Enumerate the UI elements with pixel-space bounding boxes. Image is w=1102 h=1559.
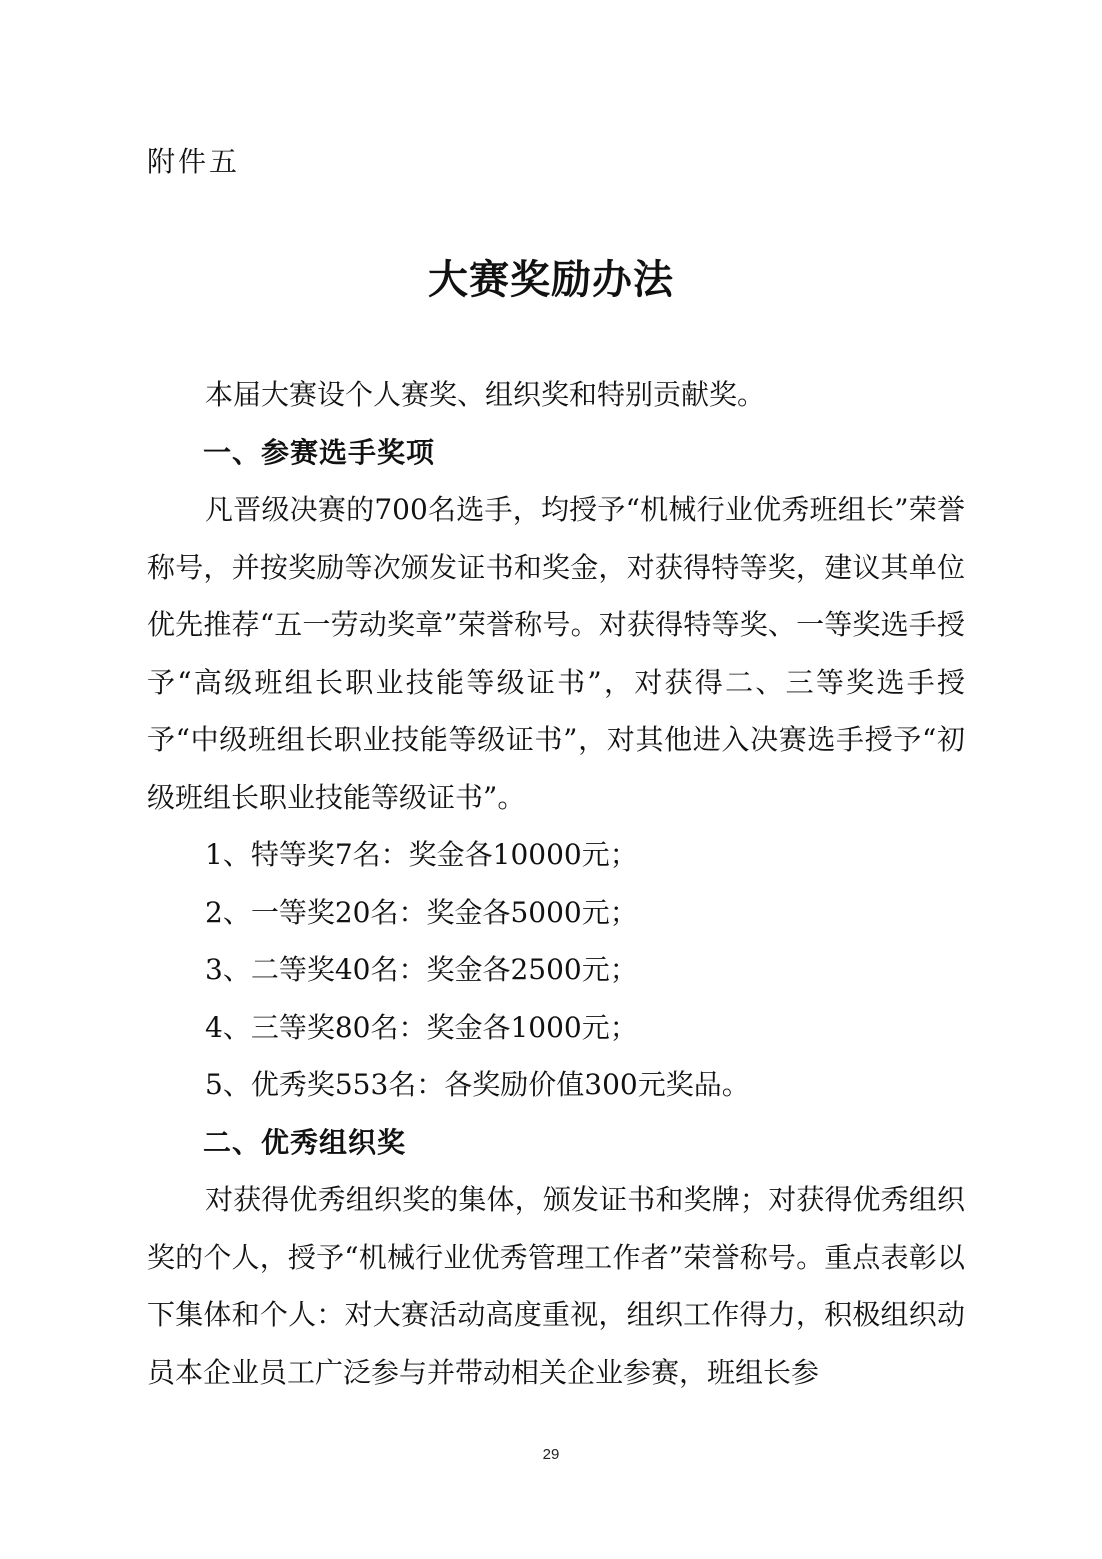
award-item-excellence-prize: 5、优秀奖553名：各奖励价值300元奖品。 <box>205 1068 750 1101</box>
section-heading-contestant-awards: 一、参赛选手奖项 <box>203 435 436 469</box>
page-number: 29 <box>542 1446 560 1463</box>
attachment-label: 附件五 <box>147 145 241 178</box>
section-heading-organization-award: 二、优秀组织奖 <box>203 1125 407 1159</box>
award-item-first-prize: 2、一等奖20名：奖金各5000元； <box>205 895 638 929</box>
contestant-awards-paragraph: 凡晋级决赛的700名选手，均授予“机械行业优秀班组长”荣誉称号，并按奖励等次颁发证书和奖金，对获得特等奖，建议其单位优先推荐“五一劳动奖章”荣誉称号。对获得特等奖、一等奖选手授予“高级班组长职业技能等级证书”，对获得二、三等奖选手授予“中级班组长职业技能等级证书”，对其他进入决赛选手授予“初级班组长职业技能等级证书”。 <box>147 493 965 814</box>
intro-paragraph: 本届大赛设个人赛奖、组织奖和特别贡献奖。 <box>205 378 766 411</box>
award-item-grand-prize: 1、特等奖7名：奖金各10000元； <box>205 838 638 871</box>
organization-award-paragraph: 对获得优秀组织奖的集体，颁发证书和奖牌；对获得优秀组织奖的个人，授予“机械行业优秀管理工作者”荣誉称号。重点表彰以下集体和个人：对大赛活动高度重视，组织工作得力，积极组织动员本企业员工广泛参与并带动相关企业参赛，班组长参 <box>147 1183 965 1389</box>
award-item-third-prize: 4、三等奖80名：奖金各1000元； <box>205 1010 638 1044</box>
award-item-second-prize: 3、二等奖40名：奖金各2500元； <box>205 953 638 986</box>
document-body <box>147 366 965 1401</box>
document-title: 大赛奖励办法 <box>428 257 674 303</box>
